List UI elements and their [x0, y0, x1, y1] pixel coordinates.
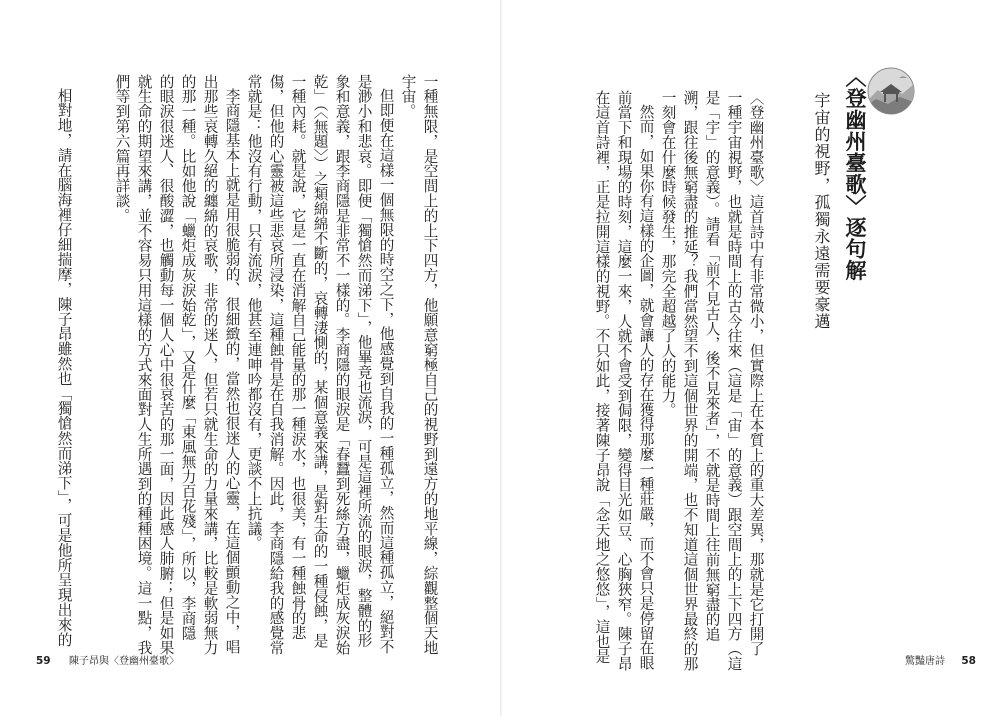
page-number: 59: [36, 655, 51, 667]
landscape-pavilion-icon: [866, 66, 916, 116]
text-column: 一刻會在什麼時候發生，那完全超越了人的能力。: [659, 90, 677, 418]
page-gutter: [500, 0, 502, 716]
text-column: 就生命的期望來講，並不容易只用這樣的方式來面對人生所遇到的種種困境。這一點，我: [135, 74, 153, 656]
text-column: 一種宇宙視野，也就是時間上的古今往來（這是「宙」的意義）跟空間上的上下四方（這: [725, 90, 743, 672]
text-column: 乾」（〈無題〉）之類綿綿不斷的，哀轉淒惻的，某個意義來講，是對生命的一種侵蝕，是: [311, 74, 329, 649]
text-column: 是「宇」的意義）。請看「前不見古人，後不見來者」，不就是時間上往前無窮盡的追: [703, 90, 721, 642]
text-column: 們等到第六篇再詳談。: [113, 74, 131, 223]
right-page-footer: [905, 652, 976, 667]
running-title: 驚豔唐詩: [905, 656, 945, 667]
text-column: 溯，跟往後無窮盡的推延？我們當然望不到這個世界的開端，也不知道這個世界最終的那: [681, 90, 699, 672]
text-column: 在這首詩裡，正是拉開這樣的視野。不只如此，接著陳子昂說「念天地之悠悠」，這也是: [593, 90, 611, 664]
text-column: 李商隱基本上就是用很脆弱的、很細緻的，當然也很迷人的心靈，在這個顫動之中，唱: [223, 88, 241, 655]
left-page-footer: [36, 652, 179, 667]
chapter-title: 〈登幽州臺歌〉逐句解: [843, 66, 868, 281]
text-column: 出那些哀轉久絕的纏綿的哀歌，非常的迷人，但若只就生命的力量來講，比較是軟弱無力: [201, 74, 219, 656]
text-column: 一種無限，是空間上的上下四方，他願意窮極自己的視野到遠方的地平線，綜觀整個天地: [421, 74, 439, 656]
text-column: 但即便在這樣一個無限的時空之下，他感覺到自我的一種孤立，然而這種孤立，絕對不: [377, 88, 395, 655]
chapter-subtitle: 宇宙的視野，孤獨永遠需要豪邁: [812, 92, 831, 330]
running-title: 陳子昂與〈登幽州臺歌〉: [69, 656, 179, 667]
text-column: 〈登幽州臺歌〉這首詩中有非常微小，但實際上在本質上的重大差異，那就是它打開了: [747, 90, 765, 657]
text-column: 傷，但他的心靈被這些悲哀所浸染，這種蝕骨是在自我消解。因此，李商隱給我的感覺常: [267, 74, 285, 656]
text-column: 的那一種。比如他說「蠟炬成灰淚始乾」，又是什麼「東風無力百花殘」，所以，李商隱: [179, 74, 197, 641]
text-column: 常就是：他沒有行動，只有流淚，他甚至連呻吟都沒有，更談不上抗議。: [245, 74, 263, 551]
text-column: 宇宙。: [399, 74, 417, 119]
page-number: 58: [961, 655, 976, 667]
text-column: 前當下和現場的時刻，這麼一來，人就不會受到侷限，變得目光如豆、心胸狹窄。陳子昂: [615, 90, 633, 672]
text-column: 的眼淚很迷人、很酸澀，也觸動每一個人心中很哀苦的那一面，因此感人肺腑；但是如果: [157, 74, 175, 656]
text-column: 然而，如果你有這樣的企圖，就會讓人的存在獲得那麼一種莊嚴，而不會只是停留在眼: [637, 104, 655, 671]
text-column: 象和意義，跟李商隱是非常不一樣的。李商隱的眼淚是「春蠶到死絲方盡，蠟炬成灰淚始: [333, 74, 351, 656]
text-column: 相對地，請在腦海裡仔細揣摩，陳子昂雖然也「獨愴然而涕下」，可是他所呈現出來的: [55, 88, 73, 647]
text-column: 是渺小和悲哀。即便「獨愴然而涕下」，他畢竟也流淚，可是這裡所流的眼淚，整體的形: [355, 74, 373, 648]
text-column: 一種內耗。就是說，它是一直在消解自己能量的那一種淚水，也很美，有一種蝕骨的悲: [289, 74, 307, 641]
